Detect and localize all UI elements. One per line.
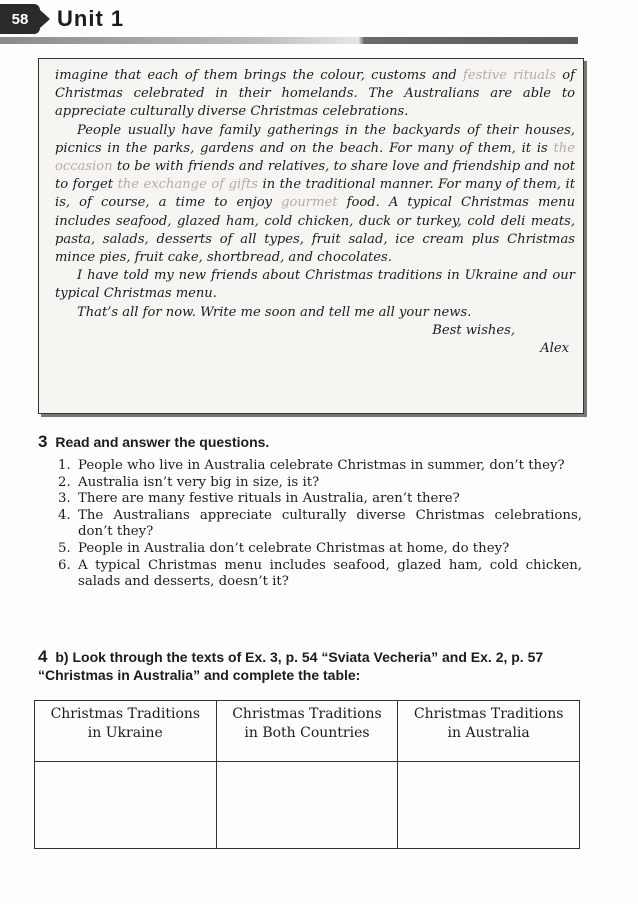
table-cell-both[interactable] [216, 762, 398, 849]
table-header-ukraine: Christmas Traditions in Ukraine [35, 701, 217, 762]
table-header-row [35, 701, 580, 762]
faded-text: gourmet [281, 195, 338, 211]
question-item: 1. People who live in Australia celebrate Christmas in summer, don’t they? [58, 458, 565, 473]
unit-title: Unit 1 [57, 6, 125, 31]
faded-text: the exchange of gifts [117, 177, 258, 193]
table-header-both: Christmas Traditions in Both Countries [216, 701, 398, 762]
letter-box [38, 58, 584, 414]
table-cell-ukraine[interactable] [35, 762, 217, 849]
letter-paragraph-1: imagine that each of them brings the colour, customs and festive rituals of Christmas celebrated in their homelands. The Australians are able to appreciate culturally diverse Christmas celebrations. [55, 68, 575, 120]
question-list [58, 458, 582, 591]
letter-closing: Best wishes, [432, 322, 515, 338]
exercise-4-heading [38, 648, 584, 684]
letter-signature: Alex [540, 341, 569, 357]
faded-text: the occasion [55, 140, 575, 175]
header-rule [0, 37, 578, 44]
question-item: 2. Australia isn’t very big in size, is it? [58, 474, 320, 490]
question-item: 5. People in Australia don’t celebrate Christmas at home, do they? [58, 540, 510, 556]
faded-text: festive rituals [463, 68, 557, 83]
letter-paragraph-2: People usually have family gatherings in the backyards of their houses, picnics in the parks, gardens and on the beach. For many of them, it is the occasion to be with friends and relatives, to share love and friendship and not to forget the exchange of gifts in the traditional manner. For many of them, it is, of course, a time to enjoy gourmet food. A typical Christmas menu includes seafood, glazed ham, cold chicken, duck or turkey, cold deli meats, pasta, salads, desserts of all types, fruit salad, ice cream plus Christmas mince pies, fruit cake, shortbread, and chocolates. [55, 122, 576, 266]
exercise-3-heading [38, 433, 269, 451]
letter-paragraph-3: I have told my new friends about Christmas traditions in Ukraine and our typical Christmas menu. [55, 268, 575, 302]
table-cell-australia[interactable] [398, 762, 580, 849]
exercise-instruction: b) Look through the texts of Ex. 3, p. 54 “Sviata Vecheria” and Ex. 2, p. 57 “Christmas in Australia” and complete the table: [38, 649, 544, 683]
table-row [35, 762, 580, 849]
question-item: 4. The Australians appreciate culturally diverse Christmas celebrations, don’t they? [58, 507, 582, 540]
question-item: 3. There are many festive rituals in Australia, aren’t there? [58, 491, 460, 507]
table-header-australia: Christmas Traditions in Australia [398, 701, 580, 762]
question-item: 6. A typical Christmas menu includes seafood, glazed ham, cold chicken, salads and desserts, doesn’t it? [58, 557, 582, 590]
traditions-table [34, 700, 580, 849]
page-number: 58 [0, 4, 40, 34]
exercise-number: 4 [38, 647, 48, 666]
exercise-number: 3 [38, 432, 48, 451]
letter-paragraph-4: That’s all for now. Write me soon and tell me all your news. [77, 304, 472, 320]
exercise-instruction: Read and answer the questions. [55, 434, 270, 450]
